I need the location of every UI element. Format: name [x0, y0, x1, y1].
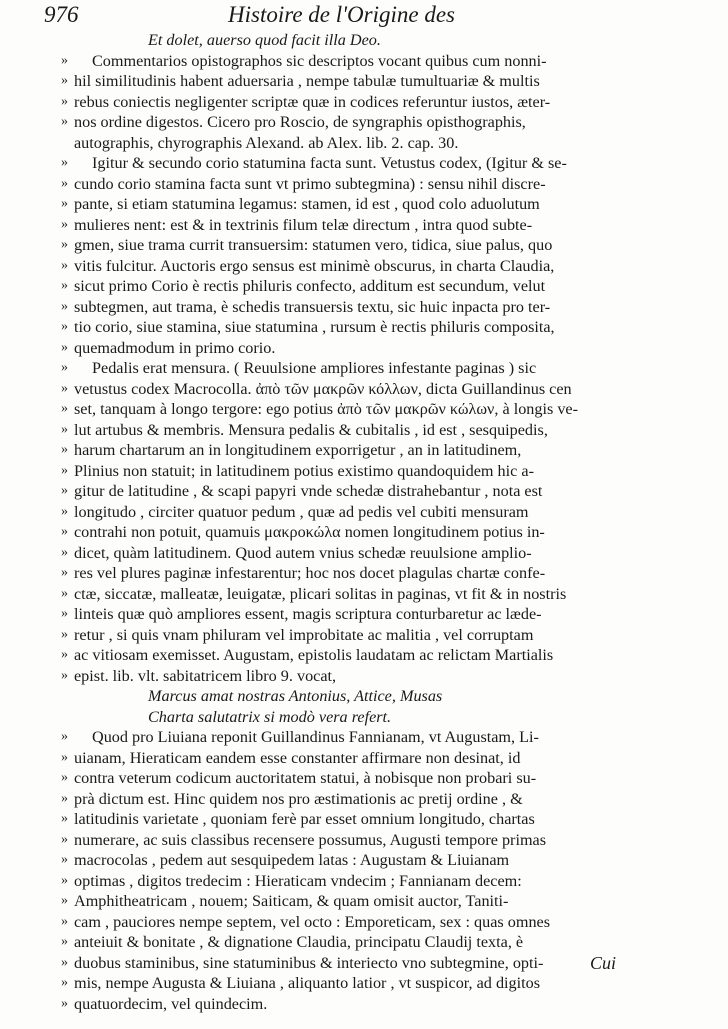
line-text: longitudo , circiter quatuor pedum , quæ ad pedis vel cubiti mensuram	[74, 502, 529, 521]
text-line	[61, 891, 634, 912]
text-line	[61, 256, 634, 277]
line-text: ctæ, siccatæ, malleatæ, leuigatæ, plicari solitas in paginas, vt fit & in nostris	[74, 584, 567, 603]
text-line	[61, 379, 634, 400]
text-line	[61, 194, 634, 215]
text-line	[61, 174, 634, 195]
line-text: subtegmen, aut trama, è schedis transuersis textu, sic huic inpacta pro ter-	[74, 297, 551, 316]
quotation-mark: »	[61, 421, 68, 437]
line-text: Et dolet, auerso quod facit illa Deo.	[148, 31, 381, 49]
text-line	[61, 215, 634, 236]
line-text: hil similitudinis habent aduersaria , nempe tabulæ tumultuariæ & multis	[74, 72, 540, 90]
quotation-mark: »	[61, 339, 68, 355]
quotation-mark: »	[61, 954, 68, 970]
line-text: optimas , digitos tredecim : Hieraticam vndecim ; Fannianam decem:	[74, 871, 522, 890]
quotation-mark: »	[61, 319, 68, 334]
text-line	[61, 71, 634, 92]
line-text: vetustus codex Macrocolla. ἀπὸ τῶν μακρῶν κόλλων, dicta Guillandinus cen	[74, 379, 572, 398]
line-text: vitis fulcitur. Auctoris ergo sensus est minimè obscurus, in charta Claudia,	[74, 256, 555, 275]
text-line	[61, 871, 634, 892]
text-line	[61, 112, 634, 133]
line-text: Marcus amat nostras Antonius, Attice, Musas	[148, 687, 443, 705]
text-line	[61, 297, 634, 318]
text-line	[61, 399, 634, 420]
text-line	[74, 707, 634, 728]
line-text: contrahi non potuit, quamuis μακροκώλα nomen longitudinem potius in-	[74, 523, 545, 541]
quotation-mark: »	[61, 93, 68, 109]
body-text	[61, 30, 634, 1014]
page-number: 976	[44, 2, 79, 27]
quotation-mark: »	[61, 380, 68, 396]
line-text: macrocolas , pedem aut sesquipedem latas : Augustam & Liuianam	[74, 851, 510, 869]
text-line	[74, 686, 634, 707]
quotation-mark: »	[61, 298, 68, 314]
text-line	[61, 973, 634, 994]
quotation-mark: »	[61, 483, 68, 498]
line-text: latitudinis varietate , quoniam ferè par esset omnium longitudo, chartas	[74, 810, 535, 828]
quotation-mark: »	[61, 790, 68, 806]
quotation-mark: »	[61, 401, 68, 416]
quotation-mark: »	[61, 73, 68, 88]
text-line	[61, 51, 634, 72]
quotation-mark: »	[61, 606, 68, 621]
text-line	[61, 481, 634, 502]
line-text: dicet, quàm latitudinem. Quod autem vnius schedæ reuulsione amplio-	[74, 543, 532, 562]
line-text: res vel plures paginæ infestarentur; hoc nos docet plagulas chartæ confe-	[74, 564, 546, 582]
line-text: retur , si quis vnam philuram vel improbitate ac malitia , vel corruptam	[74, 625, 534, 644]
line-text: quemadmodum in primo corio.	[74, 338, 276, 357]
text-line	[61, 789, 634, 810]
running-title: Histoire de l'Origine des	[228, 2, 456, 27]
text-line	[61, 502, 634, 523]
text-line	[61, 317, 634, 338]
quotation-mark: »	[61, 524, 68, 539]
quotation-mark: »	[61, 442, 68, 457]
quotation-mark: »	[61, 811, 68, 826]
line-text: tio corio, siue stamina, siue statumina , rursum è rectis philuris composita,	[74, 318, 555, 336]
quotation-mark: »	[61, 503, 68, 519]
text-line	[61, 830, 634, 851]
quotation-mark: »	[61, 647, 68, 662]
quotation-mark: »	[61, 155, 68, 170]
line-text: numerare, ac suis classibus recensere possumus, Augusti tempore primas	[74, 830, 547, 849]
quotation-mark: »	[61, 237, 68, 252]
line-text: Commentarios opistographos sic descriptos vocant quibus cum nonni-	[92, 51, 547, 70]
text-line	[61, 92, 634, 113]
line-text: autographis, chyrographis Alexand. ab Alex. lib. 2. cap. 30.	[74, 133, 459, 152]
quotation-mark: »	[61, 831, 68, 847]
quotation-mark: »	[61, 667, 68, 683]
line-text: gitur de latitudine , & scapi papyri vnde schedæ distrahebantur , nota est	[74, 482, 543, 500]
text-line	[61, 461, 634, 482]
line-text: cam , pauciores nempe septem, vel octo : Emporeticam, sex : quas omnes	[74, 912, 551, 931]
text-line	[61, 358, 634, 379]
text-line	[61, 666, 634, 687]
quotation-mark: »	[61, 196, 68, 211]
quotation-mark: »	[61, 544, 68, 560]
text-line	[61, 850, 634, 871]
text-line	[61, 645, 634, 666]
text-line	[61, 604, 634, 625]
text-line	[61, 727, 634, 748]
quotation-mark: »	[61, 585, 68, 601]
text-line	[61, 748, 634, 769]
text-line	[61, 994, 634, 1015]
line-text: duobus staminibus, sine statuminibus & interiecto vno subtegmine, opti-	[74, 953, 544, 972]
line-text: mulieres nent: est & in textrinis filum telæ directum , intra quod subte-	[74, 215, 533, 234]
text-line	[61, 563, 634, 584]
line-text: Charta salutatrix si modò vera refert.	[148, 707, 392, 726]
text-line	[61, 543, 634, 564]
text-line	[61, 809, 634, 830]
quotation-mark: »	[61, 257, 68, 273]
text-line	[61, 276, 634, 297]
quotation-mark: »	[61, 729, 68, 744]
quotation-mark: »	[61, 565, 68, 580]
text-line	[61, 522, 634, 543]
quotation-mark: »	[61, 175, 68, 191]
quotation-mark: »	[61, 934, 68, 949]
text-line	[61, 625, 634, 646]
line-text: nos ordine digestos. Cicero pro Roscio, de syngraphis opisthographis,	[74, 113, 526, 131]
text-line	[61, 420, 634, 441]
quotation-mark: »	[61, 462, 68, 478]
quotation-mark: »	[61, 626, 68, 642]
line-text: Pedalis erat mensura. ( Reuulsione ampliores infestante paginas ) sic	[92, 359, 537, 377]
line-text: ac vitiosam exemisset. Augustam, epistolis laudatam ac relictam Martialis	[74, 646, 554, 664]
line-text: rebus coniectis negligenter scriptæ quæ in codices referuntur iustos, æter-	[74, 92, 551, 111]
text-line	[61, 932, 634, 953]
text-line	[61, 953, 634, 974]
text-line	[61, 440, 634, 461]
text-line	[61, 153, 634, 174]
text-line	[74, 30, 634, 51]
line-text: epist. lib. vlt. sabitatricem libro 9. vocat,	[74, 666, 337, 685]
line-text: cundo corio stamina facta sunt vt primo subtegmina) : sensu nihil discre-	[74, 174, 546, 193]
text-line	[74, 133, 634, 154]
line-text: prà dictum est. Hinc quidem nos pro æstimationis ac pretij ordine , &	[74, 789, 523, 808]
line-text: pante, si etiam statumina legamus: stamen, id est , quod colo aduolutum	[74, 195, 540, 213]
line-text: set, tanquam à longo tergore: ego potius ἀπὸ τῶν μακρῶν κώλων, à longis ve-	[74, 400, 578, 418]
line-text: harum chartarum an in longitudinem exporrigetur , an in latitudinem,	[74, 441, 522, 459]
line-text: contra veterum codicum auctoritatem statui, à nobisque non probari su-	[74, 769, 537, 787]
quotation-mark: »	[61, 278, 68, 293]
quotation-mark: »	[61, 360, 68, 375]
quotation-mark: »	[61, 749, 68, 765]
quotation-mark: »	[61, 216, 68, 232]
line-text: uianam, Hieraticam eandem esse constanter affirmare non desinat, id	[74, 748, 521, 767]
quotation-mark: »	[61, 913, 68, 929]
quotation-mark: »	[61, 852, 68, 867]
text-line	[61, 584, 634, 605]
quotation-mark: »	[61, 995, 68, 1011]
quotation-mark: »	[61, 893, 68, 908]
text-line	[61, 912, 634, 933]
line-text: Amphitheatricam , nouem; Saiticam, & quam omisit auctor, Taniti-	[74, 892, 509, 910]
line-text: linteis quæ quò ampliores essent, magis scriptura conturbaretur ac læde-	[74, 605, 542, 623]
text-line	[61, 235, 634, 256]
line-text: Igitur & secundo corio statumina facta sunt. Vetustus codex, (Igitur & se-	[92, 154, 567, 172]
quotation-mark: »	[61, 975, 68, 990]
text-line	[61, 338, 634, 359]
line-text: sicut primo Corio è rectis philuris confecto, additum est secundum, velut	[74, 277, 546, 295]
quotation-mark: »	[61, 52, 68, 68]
line-text: Plinius non statuit; in latitudinem potius existimo quandoquidem hic a-	[74, 461, 534, 480]
quotation-mark: »	[61, 114, 68, 129]
line-text: quatuordecim, vel quindecim.	[74, 994, 268, 1013]
quotation-mark: »	[61, 872, 68, 888]
quotation-mark: »	[61, 770, 68, 785]
line-text: gmen, siue trama currit transuersim: statumen vero, tidica, siue palus, quo	[74, 236, 553, 254]
catchword: Cui	[590, 953, 617, 973]
line-text: mis, nempe Augusta & Liuiana , aliquanto latior , vt suspicor, ad digitos	[74, 974, 541, 992]
line-text: Quod pro Liuiana reponit Guillandinus Fannianam, vt Augustam, Li-	[92, 728, 539, 746]
text-line	[61, 768, 634, 789]
line-text: anteiuit & bonitate , & dignatione Claudia, principatu Claudij texta, è	[74, 933, 524, 951]
line-text: lut artubus & membris. Mensura pedalis & cubitalis , id est , sesquipedis,	[74, 420, 548, 439]
